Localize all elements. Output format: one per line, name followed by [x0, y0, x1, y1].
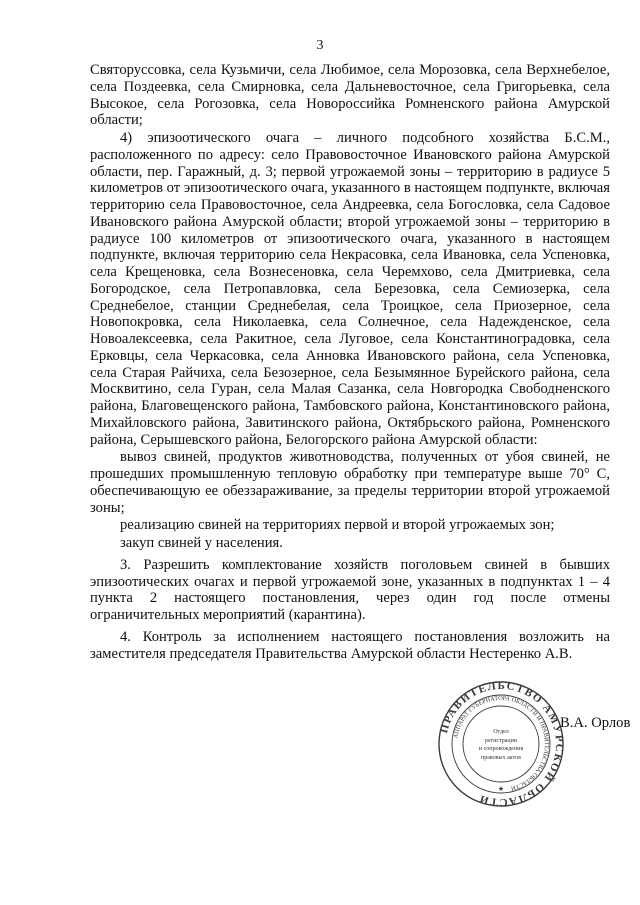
page-number: 3	[316, 38, 324, 53]
signature-name: В.А. Орлов	[560, 715, 631, 731]
paragraph-village-list: Святоруссовка, села Кузьмичи, села Любимое, села Морозовка, села Верхнебелое, села Поздеевка, села Смирновка, села Дальневосточное, села Григорьевка, села Высокое, села Рогозовка, села Новороссийка Ромненского района Амурской области;	[90, 62, 610, 129]
paragraph-purchase-ban: закуп свиней у населения.	[120, 535, 283, 551]
paragraph-item-4: 4) эпизоотического очага – личного подсобного хозяйства Б.С.М., расположенного по адресу: село Правовосточное Ивановского района Амурской области, пер. Гаражный, д. 3; первой угрожаемой зоны – территорию в радиусе 5 километров от эпизоотического очага, указанного в настоящем подпункте, включая территорию села Правовосточное, села Андреевка, села Богословка, села Садовое Ивановского района Амурской области; второй угрожаемой зоны – территорию в радиусе 100 километров от эпизоотического очага, указанного в настоящем подпункте, включая территорию села Некрасовка, села Ивановка, села Успеновка, села Крещеновка, села Вознесеновка, села Черемхово, села Дмитриевка, села Богородское, села Петропавловка, села Березовка, села Семиозерка, села Среднебелое, станции Среднебелая, села Троицкое, села Приозерное, села Новопокровка, села Николаевка, села Солнечное, села Надежденское, села Новоалексеевка, села Ракитное, села Луговое, села Константиноградовка, села Ерковцы, села Черкасовка, села Анновка Ивановского района, села Успеновка, села Старая Райчиха, села Безозерное, села Безымянное Бурейского района, села Москвитино, села Гуран, села Малая Сазанка, села Новгородка Свободненского района, Благовещенского района, Тамбовского района, Константиновского района, Михайловского района, Завитинского района, Октябрьского района, Ромненского района, Серышевского района, Белогорского района Амурской области:	[90, 130, 610, 448]
seal-outer-text: ПРАВИТЕЛЬСТВО АМУРСКОЙ ОБЛАСТИ	[438, 680, 565, 808]
paragraph-point-4: 4. Контроль за исполнением настоящего постановления возложить на заместителя председателя Правительства Амурской области Нестеренко А.В.	[90, 628, 610, 662]
seal-inner-line: правовых актов	[481, 754, 521, 761]
paragraph-export-ban: вывоз свиней, продуктов животноводства, полученных от убоя свиней, не прошедших промышленную тепловую обработку при температуре выше 70° С, обеспечивающую ее обеззараживание, за пределы территории второй угрожаемой зоны;	[90, 449, 610, 516]
seal-inner-text	[475, 728, 527, 762]
paragraph-point-3: 3. Разрешить комплектование хозяйств поголовьем свиней в бывших эпизоотических очагах и первой угрожаемой зоне, указанных в подпунктах 1 – 4 пункта 2 настоящего постановления, через один год после отмены ограничительных мероприятий (карантина).	[90, 556, 610, 623]
paragraph-sale-ban: реализацию свиней на территориях первой и второй угрожаемых зон;	[120, 517, 555, 534]
seal-inner-line: и сопровождения	[478, 746, 524, 752]
seal-middle-text: АППАРАТ ГУБЕРНАТОРА ОБЛАСТИ И ПРАВИТЕЛЬСТВА ОБЛАСТИ	[452, 694, 551, 792]
document-body	[90, 62, 610, 663]
seal-inner-line: Отдел	[493, 729, 509, 735]
seal-star-icon: ★	[497, 785, 505, 793]
seal-inner-line: регистрации	[485, 737, 517, 744]
